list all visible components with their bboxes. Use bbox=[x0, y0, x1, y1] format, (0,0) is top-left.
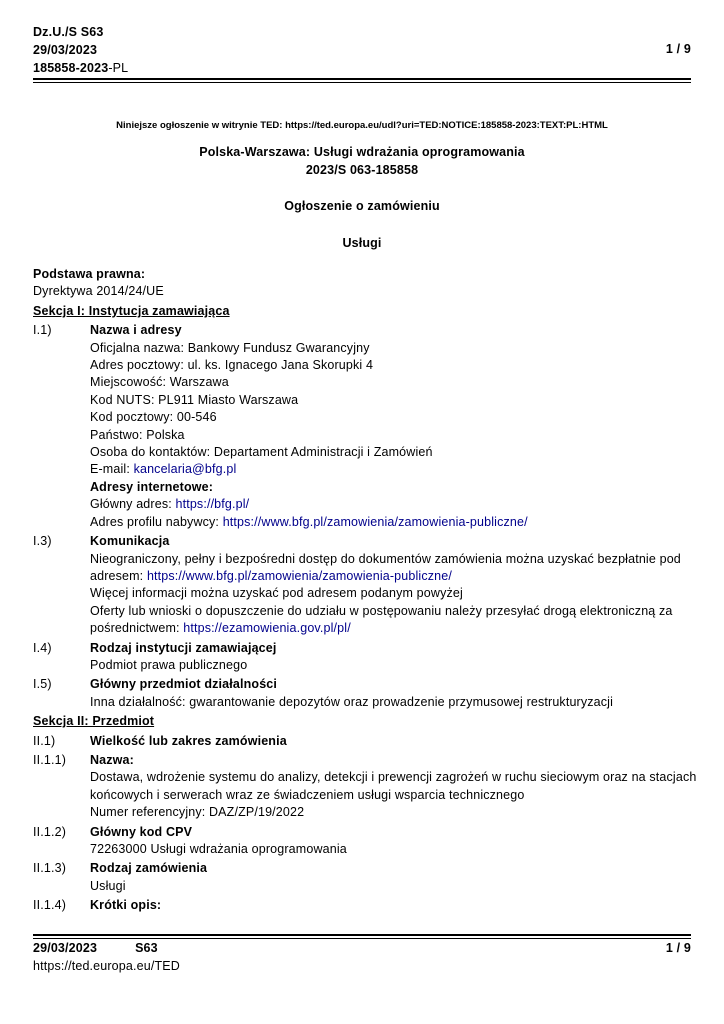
footer-page-indicator: 1 / 9 bbox=[665, 941, 691, 955]
doc-text: Więcej informacji można uzyskać pod adresem podanym powyżej bbox=[90, 586, 463, 601]
doc-line bbox=[90, 409, 691, 426]
item-content bbox=[90, 752, 696, 822]
notice-category: Usługi bbox=[342, 236, 382, 250]
doc-text: końcowych i serwerach wraz ze świadczeniem usługi wsparcia technicznego bbox=[90, 787, 525, 802]
item-title: Rodzaj instytucji zamawiającej bbox=[90, 640, 277, 655]
doc-text: Adres profilu nabywcy: bbox=[90, 514, 223, 529]
item-number: I.1) bbox=[33, 323, 52, 338]
doc-line bbox=[90, 603, 691, 620]
item-number: II.1.3) bbox=[33, 861, 67, 876]
section-item bbox=[33, 897, 691, 914]
item-title: Komunikacja bbox=[90, 534, 170, 549]
header-page-indicator: 1 / 9 bbox=[665, 42, 691, 56]
doc-line bbox=[90, 694, 691, 711]
item-number: II.1.4) bbox=[33, 898, 67, 913]
doc-text: Główny adres: bbox=[90, 497, 176, 512]
item-content bbox=[90, 533, 691, 637]
section-item bbox=[33, 824, 691, 859]
document-body bbox=[33, 266, 697, 915]
section-heading: Sekcja II: Przedmiot bbox=[33, 714, 155, 729]
doc-text: Oferty lub wnioski o dopuszczenie do udziału w postępowaniu należy przesyłać drogą elektroniczną za bbox=[90, 603, 673, 618]
section-item bbox=[33, 676, 691, 711]
doc-text: Podstawa prawna: bbox=[33, 267, 146, 281]
item-title: Krótki opis: bbox=[90, 898, 162, 913]
doc-text: 72263000 Usługi wdrażania oprogramowania bbox=[90, 842, 347, 856]
section-item bbox=[33, 733, 691, 750]
title-line-1: Polska-Warszawa: Usługi wdrażania oprogramowania bbox=[199, 145, 525, 159]
item-number: I.5) bbox=[33, 677, 52, 692]
notice-id-line bbox=[33, 59, 128, 77]
doc-text: Nieograniczony, pełny i bezpośredni dostęp do dokumentów zamówienia można uzyskać bezpłatnie pod bbox=[90, 551, 681, 566]
doc-text: Inna działalność: gwarantowanie depozytów oraz prowadzenie przymusowej restrukturyzacji bbox=[90, 694, 614, 709]
page-header bbox=[33, 23, 128, 77]
doc-line bbox=[90, 568, 691, 585]
doc-text: Miejscowość: Warszawa bbox=[90, 375, 229, 390]
item-number: II.1.2) bbox=[33, 824, 67, 839]
doc-line bbox=[90, 804, 696, 821]
doc-text: Adres pocztowy: ul. ks. Ignacego Jana Skorupki 4 bbox=[90, 358, 374, 373]
doc-line bbox=[90, 657, 691, 674]
doc-line bbox=[90, 787, 696, 804]
section-heading: Sekcja I: Instytucja zamawiająca bbox=[33, 303, 230, 318]
doc-link[interactable]: https://ezamowienia.gov.pl/pl/ bbox=[183, 621, 351, 636]
journal-reference: Dz.U./S S63 bbox=[33, 25, 104, 39]
doc-line bbox=[33, 266, 691, 283]
doc-line bbox=[90, 479, 691, 496]
doc-line bbox=[90, 620, 691, 637]
doc-line bbox=[90, 374, 691, 391]
doc-line bbox=[90, 444, 691, 461]
doc-text: E-mail: bbox=[90, 462, 134, 477]
footer-date: 29/03/2023 bbox=[33, 941, 98, 955]
item-content bbox=[90, 824, 691, 859]
notice-id: 185858-2023 bbox=[33, 61, 109, 75]
doc-line bbox=[90, 357, 691, 374]
doc-line bbox=[90, 878, 691, 895]
doc-text: Osoba do kontaktów: Departament Administracji i Zamówień bbox=[90, 445, 433, 460]
item-content bbox=[90, 322, 691, 531]
item-content bbox=[90, 676, 691, 711]
item-title: Nazwa: bbox=[90, 752, 134, 767]
section-item bbox=[33, 533, 691, 637]
doc-line bbox=[90, 340, 691, 357]
header-date: 29/03/2023 bbox=[33, 43, 98, 57]
item-content bbox=[90, 733, 691, 750]
doc-link[interactable]: https://www.bfg.pl/zamowienia/zamowienia-publiczne/ bbox=[222, 514, 528, 529]
item-content bbox=[90, 897, 691, 914]
doc-link[interactable]: kancelaria@bfg.pl bbox=[133, 462, 237, 477]
doc-text: Adresy internetowe: bbox=[90, 479, 214, 494]
doc-text: Dyrektywa 2014/24/UE bbox=[33, 284, 164, 299]
section-item bbox=[33, 640, 691, 675]
section-item bbox=[33, 752, 697, 822]
doc-text: Kod NUTS: PL911 Miasto Warszawa bbox=[90, 392, 299, 407]
item-number: II.1) bbox=[33, 733, 56, 748]
item-title: Wielkość lub zakres zamówienia bbox=[90, 733, 287, 748]
doc-line bbox=[90, 551, 691, 568]
doc-line bbox=[90, 427, 691, 444]
item-content bbox=[90, 640, 691, 675]
section-item bbox=[33, 860, 691, 895]
doc-line bbox=[90, 496, 691, 513]
doc-text: Dostawa, wdrożenie systemu do analizy, detekcji i prewencji zagrożeń w ruchu sieciowym oraz na stacjach bbox=[90, 770, 697, 785]
doc-line bbox=[90, 514, 691, 531]
doc-line bbox=[90, 392, 691, 409]
document-title bbox=[0, 143, 724, 179]
doc-text: pośrednictwem: bbox=[90, 621, 184, 636]
item-number: I.3) bbox=[33, 534, 52, 549]
item-title: Rodzaj zamówienia bbox=[90, 861, 208, 876]
doc-link[interactable]: https://bfg.pl/ bbox=[175, 497, 250, 512]
footer-series: S63 bbox=[135, 941, 158, 955]
item-title: Nazwa i adresy bbox=[90, 323, 182, 338]
notice-type: Ogłoszenie o zamówieniu bbox=[284, 199, 440, 213]
doc-line bbox=[90, 585, 691, 602]
doc-line bbox=[90, 461, 691, 478]
doc-text: Numer referencyjny: DAZ/ZP/19/2022 bbox=[90, 805, 305, 820]
doc-link[interactable]: https://www.bfg.pl/zamowienia/zamowienia-publiczne/ bbox=[146, 568, 452, 583]
doc-text: Oficjalna nazwa: Bankowy Fundusz Gwarancyjny bbox=[90, 340, 370, 355]
footer-site-url: https://ted.europa.eu/TED bbox=[33, 959, 180, 973]
item-content bbox=[90, 860, 691, 895]
ted-notice-url-line: Niniejsze ogłoszenie w witrynie TED: https://ted.europa.eu/udl?uri=TED:NOTICE:185858-2023:TEXT:PL:HTML bbox=[116, 120, 608, 131]
doc-text: Podmiot prawa publicznego bbox=[90, 657, 248, 672]
notice-lang-suffix: -PL bbox=[108, 61, 129, 75]
item-number: II.1.1) bbox=[33, 752, 67, 767]
doc-text: Państwo: Polska bbox=[90, 427, 185, 442]
item-title: Główny kod CPV bbox=[90, 824, 193, 839]
footer-rule bbox=[33, 934, 691, 939]
doc-line bbox=[90, 841, 691, 858]
section-item bbox=[33, 322, 691, 531]
doc-text: adresem: bbox=[90, 568, 147, 583]
item-number: I.4) bbox=[33, 640, 52, 655]
doc-text: Kod pocztowy: 00-546 bbox=[90, 410, 217, 425]
doc-line bbox=[33, 283, 691, 300]
title-line-2: 2023/S 063-185858 bbox=[305, 163, 419, 177]
item-title: Główny przedmiot działalności bbox=[90, 677, 278, 692]
header-rule bbox=[33, 78, 691, 83]
doc-line bbox=[90, 769, 696, 786]
page-footer bbox=[33, 941, 158, 955]
doc-text: Usługi bbox=[90, 878, 126, 893]
